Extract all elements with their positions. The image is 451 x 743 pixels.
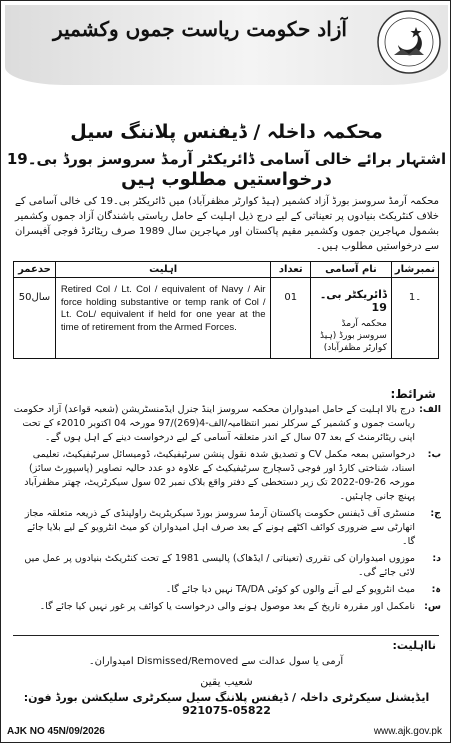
post-count: 01 [271, 278, 311, 359]
condition-text: موزوں امیدواران کی تقرری (تعیناتی / ایڈھاک) پالیسی 1981 کے تحت کنٹریکٹ بنیادوں پر عمل میں لائی جائے گی۔ [24, 553, 415, 578]
conditions-list [13, 403, 441, 617]
reference-number: AJK NO 45N/09/2026 [7, 726, 105, 737]
condition-text: درخواستیں بمعہ مکمل CV و تصدیق شدہ نقول پنشن سرٹیفیکیٹ، ڈومیسائل سرٹیفیکیٹ، تعلیمی اسناد، شناختی کارڈ اور فوجی ڈسچارج سرٹیفیکیٹ کے علاوہ دو عدد حالیہ تصاویر (پاسپورٹ سائز) مورخہ 26-09-2022 تک زیر دستخطی کے دفتر واقع بلاک نمبر 02 سول سیکرٹریٹ، چھتر مظفرآباد پہنچ جانی چاہئیں۔ [24, 449, 415, 502]
disqualification-text: آرمی یا سول عدالت سے Dismissed/Removed امیدواران۔ [88, 656, 344, 667]
condition-mark: د: [432, 553, 441, 564]
condition-text: نامکمل اور مقررہ تاریخ کے بعد موصول ہونے والی درخواست یا کوائف پر غور نہیں کیا جائے گا۔ [39, 601, 415, 612]
condition-mark: ب: [427, 449, 441, 460]
eligibility-text: Retired Col / Lt. Col / equivalent of Navy / Air force holding substantive or temp rank of Col / Lt. CoL/ equivalent if held for one year at the time of retirement from the Armed Forces. [55, 278, 271, 359]
list-item [13, 403, 441, 445]
subject-heading: اشتہار برائے خالی آسامی ڈائریکٹر آرمڈ سروسز بورڈ بی۔19 [6, 150, 447, 168]
signer-designation: ایڈیشنل سیکرٹری داخلہ / ڈیفنس پلاننگ سیل سیکرٹری سلیکشن بورڈ فون: 05822-921075 [23, 691, 430, 717]
age-limit: 50سال [14, 278, 56, 359]
table-row [14, 278, 439, 359]
list-item [13, 552, 441, 580]
intro-paragraph: محکمہ آرمڈ سروسز بورڈ آزاد کشمیر (ہیڈ کوارٹر مظفرآباد) میں ڈائریکٹر بی۔19 کی خالی آسامی کے خلاف کنٹریکٹ بنیادوں پر تعیناتی کے لیے درج ذیل اہلیت کے حامل ریاستی باشندگان آزاد جموں وکشمیر بشمول مہاجرین جموں وکشمیر مقیم پاکستان اور مہاجرین سال 1989 صرف ریٹائرڈ فوجی آفیسران سے درخواستیں مطلوب ہیں۔ [15, 196, 439, 252]
condition-text: درج بالا اہلیت کے حامل امیدواران محکمہ سروسز اینڈ جنرل ایڈمنسٹریشن (شعبہ قواعد) آزاد حکومت ریاست جموں و کشمیر کے سرکلر نمبر انتظامیہ/الف-4(269)/97 مورخہ 04 اکتوبر 2010ء کے تحت اپنی ریٹائرمنٹ کے بعد 07 سال کے اندر متعلقہ آسامی کے لیے درخواست دینے کے اہل ہوں گے۔ [13, 404, 415, 443]
list-item [13, 583, 441, 597]
condition-mark: س: [424, 601, 441, 612]
post-table [13, 261, 439, 359]
condition-text: میٹ انٹرویو کے لیے آنے والوں کو کوئی TA/DA نہیں دیا جائے گا۔ [165, 584, 415, 595]
condition-text: منسٹری آف ڈیفنس حکومت پاکستان آرمڈ سروسز بورڈ سیکریٹریٹ راولپنڈی کے ذریعہ متعلقہ مجاز اتھارٹی سے ضروری کوائف اکٹھے ہونے کے بعد صرف اہل امیدواران کو میٹ انٹرویو کے لیے بلایا جائے گا۔ [24, 508, 415, 547]
table-header-row [14, 262, 439, 278]
condition-mark: ہ: [431, 584, 441, 595]
applications-wanted-heading: درخواستیں مطلوب ہیں [121, 169, 332, 190]
post-detail: محکمہ آرمڈ سروسز بورڈ (ہیڈ کوارٹر مظفرآباد) [320, 319, 387, 353]
header-banner [5, 5, 448, 85]
ajk-government-seal-icon [376, 9, 442, 75]
list-item [13, 448, 441, 504]
header-age: حدعمر [14, 262, 56, 278]
condition-mark: ج: [430, 508, 441, 519]
serial-number: 1۔ [391, 278, 438, 359]
disqualification-heading: نااہلیت: [392, 639, 436, 652]
header-count: تعداد [271, 262, 311, 278]
department-heading: محکمہ داخلہ / ڈیفنس پلاننگ سیل [70, 121, 383, 143]
conditions-heading: شرائط: [390, 387, 436, 401]
divider [13, 635, 439, 636]
header-post: نام آسامی [311, 262, 392, 278]
header-serial: نمبرشار [391, 262, 438, 278]
signer-name: شعیب یقین [200, 675, 253, 688]
government-title: آزاد حکومت ریاست جموں وکشمیر [53, 17, 347, 41]
list-item [13, 600, 441, 614]
website-link[interactable]: www.ajk.gov.pk [373, 726, 442, 737]
post-name: ڈائریکٹر بی۔19 [319, 288, 387, 314]
condition-mark: الف: [419, 404, 441, 415]
header-eligibility: اہلیت [55, 262, 271, 278]
post-name-cell [311, 278, 392, 359]
list-item [13, 507, 441, 549]
